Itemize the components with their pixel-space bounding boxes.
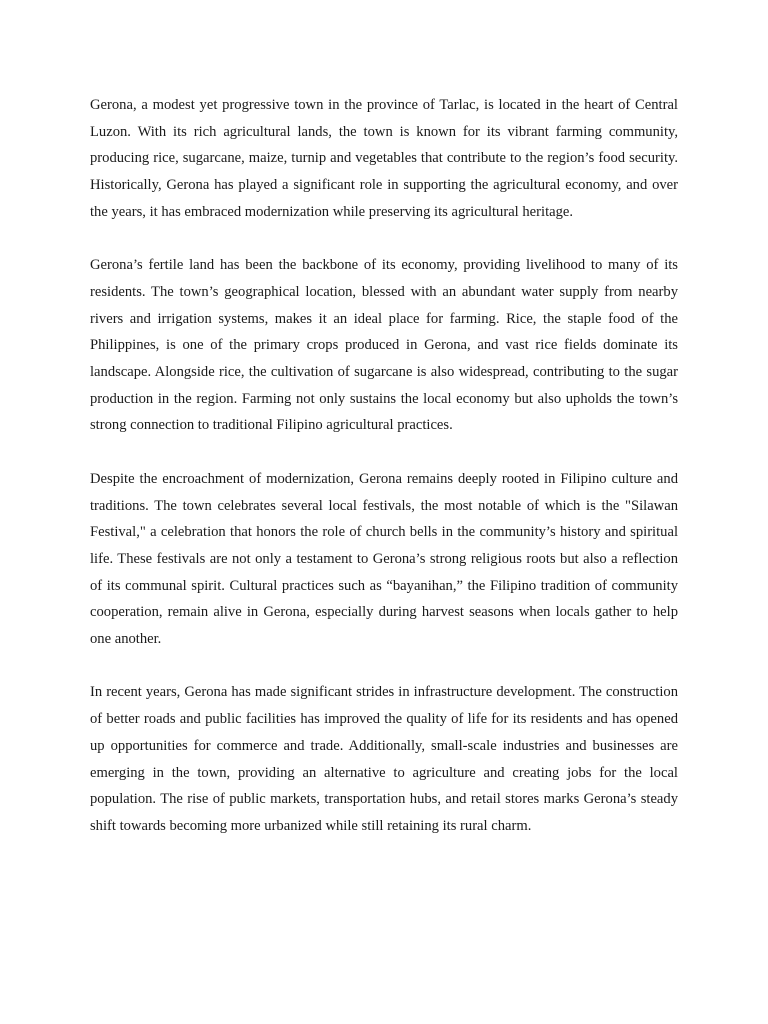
paragraph-culture: Despite the encroachment of modernization, Gerona remains deeply rooted in Filipino culture and traditions. The town celebrates several local festivals, the most notable of which is the "Silawan Festival," a celebration that honors the role of church bells in the community’s history and spiritual life. These festivals are not only a testament to Gerona’s strong religious roots but also a reflection of its communal spirit. Cultural practices such as “bayanihan,” the Filipino tradition of community cooperation, remain alive in Gerona, especially during harvest seasons when locals gather to help one another. — [90, 470, 678, 648]
document-body — [90, 92, 678, 866]
paragraph-development: In recent years, Gerona has made significant strides in infrastructure development. The construction of better roads and public facilities has improved the quality of life for its residents and has opened up opportunities for commerce and trade. Additionally, small-scale industries and businesses are emerging in the town, providing an alternative to agriculture and creating jobs for the local population. The rise of public markets, transportation hubs, and retail stores marks Gerona’s steady shift towards becoming more urbanized while still retaining its rural charm. — [90, 684, 678, 834]
paragraph-intro: Gerona, a modest yet progressive town in the province of Tarlac, is located in the heart of Central Luzon. With its rich agricultural lands, the town is known for its vibrant farming community, producing rice, sugarcane, maize, turnip and vegetables that contribute to the region’s food security. Historically, Gerona has played a significant role in supporting the agricultural economy, and over the years, it has embraced modernization while preserving its agricultural heritage. — [90, 97, 678, 220]
paragraph-agriculture: Gerona’s fertile land has been the backbone of its economy, providing livelihood to many of its residents. The town’s geographical location, blessed with an abundant water supply from nearby rivers and irrigation systems, makes it an ideal place for farming. Rice, the staple food of the Philippines, is one of the primary crops produced in Gerona, and vast rice fields dominate its landscape. Alongside rice, the cultivation of sugarcane is also widespread, contributing to the sugar production in the region. Farming not only sustains the local economy but also upholds the town’s strong connection to traditional Filipino agricultural practices. — [90, 257, 678, 434]
